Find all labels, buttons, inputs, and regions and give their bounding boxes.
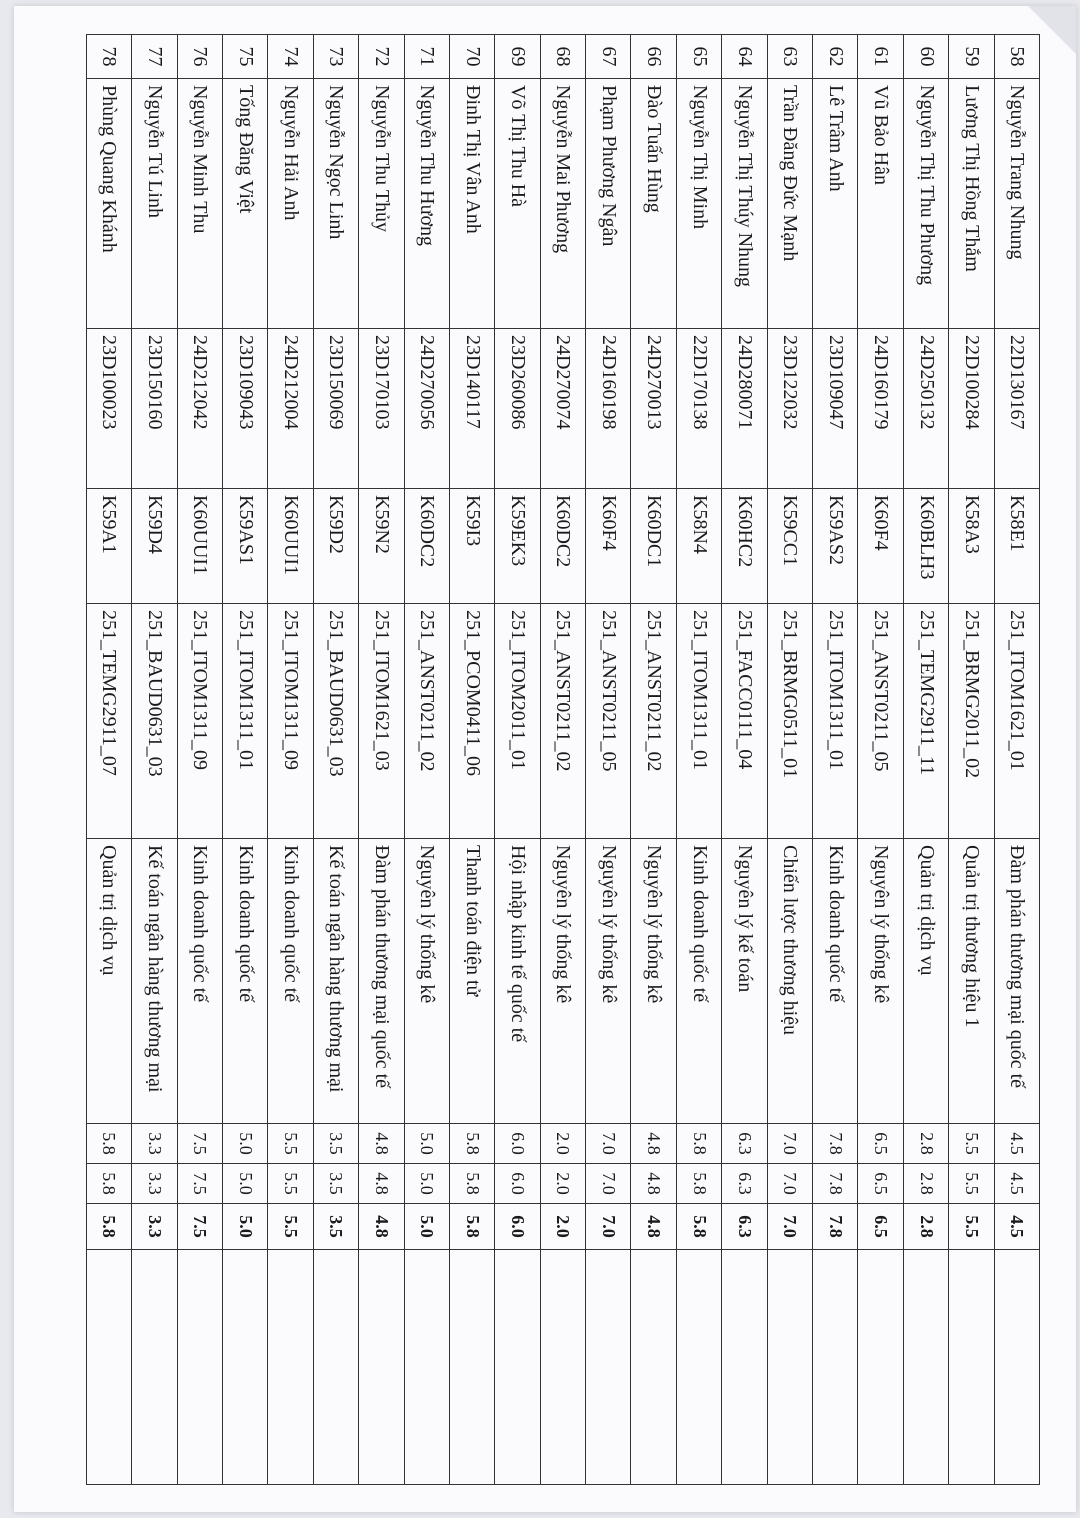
score-final: 7.0 — [767, 1204, 812, 1250]
row-number: 66 — [631, 35, 676, 79]
score-1: 5.0 — [222, 1124, 267, 1164]
table-row — [132, 35, 177, 1485]
row-number: 76 — [177, 35, 222, 79]
student-name: Đinh Thị Vân Anh — [449, 79, 494, 329]
course-code: 251_ITOM1311_01 — [222, 604, 267, 839]
class-code: K60UUI1 — [177, 489, 222, 604]
table-row — [631, 35, 676, 1485]
table-row — [767, 35, 812, 1485]
subject-name: Đàm phán thương mại quốc tế — [359, 839, 404, 1124]
student-name: Nguyễn Trang Nhung — [994, 79, 1039, 329]
subject-name: Nguyên lý thống kê — [631, 839, 676, 1124]
score-2: 6.0 — [495, 1164, 540, 1204]
student-id: 23D150160 — [132, 329, 177, 489]
score-1: 4.5 — [994, 1124, 1039, 1164]
student-name: Nguyễn Ngọc Linh — [313, 79, 358, 329]
student-name: Nguyễn Tú Linh — [132, 79, 177, 329]
subject-name: Nguyên lý thống kê — [404, 839, 449, 1124]
score-2: 7.0 — [586, 1164, 631, 1204]
note-cell — [268, 1250, 313, 1485]
student-name: Phạm Phương Ngân — [586, 79, 631, 329]
course-code: 251_BRMG2011_02 — [949, 604, 994, 839]
score-2: 7.0 — [767, 1164, 812, 1204]
note-cell — [177, 1250, 222, 1485]
student-name: Nguyễn Minh Thu — [177, 79, 222, 329]
score-1: 3.5 — [313, 1124, 358, 1164]
student-name: Phùng Quang Khánh — [86, 79, 131, 329]
score-2: 2.8 — [903, 1164, 948, 1204]
score-final: 2.0 — [540, 1204, 585, 1250]
student-id: 24D212004 — [268, 329, 313, 489]
class-code: K59D2 — [313, 489, 358, 604]
class-code: K58N4 — [676, 489, 721, 604]
note-cell — [132, 1250, 177, 1485]
score-1: 6.5 — [858, 1124, 903, 1164]
table-row — [177, 35, 222, 1485]
subject-name: Hội nhập kinh tế quốc tế — [495, 839, 540, 1124]
table-row — [86, 35, 131, 1485]
course-code: 251_FACC0111_04 — [722, 604, 767, 839]
student-name: Đào Tuấn Hùng — [631, 79, 676, 329]
subject-name: Quản trị dịch vụ — [86, 839, 131, 1124]
table-body — [86, 35, 1039, 1485]
class-code: K59I3 — [449, 489, 494, 604]
student-id: 24D160179 — [858, 329, 903, 489]
course-code: 251_ITOM1621_01 — [994, 604, 1039, 839]
score-2: 2.0 — [540, 1164, 585, 1204]
score-final: 4.5 — [994, 1204, 1039, 1250]
score-2: 5.5 — [949, 1164, 994, 1204]
student-name: Lê Trâm Anh — [813, 79, 858, 329]
student-id: 24D270013 — [631, 329, 676, 489]
row-number: 74 — [268, 35, 313, 79]
score-1: 7.5 — [177, 1124, 222, 1164]
score-final: 7.0 — [586, 1204, 631, 1250]
score-final: 6.3 — [722, 1204, 767, 1250]
score-final: 7.5 — [177, 1204, 222, 1250]
row-number: 59 — [949, 35, 994, 79]
course-code: 251_ITOM1311_01 — [813, 604, 858, 839]
student-name: Võ Thị Thu Hà — [495, 79, 540, 329]
class-code: K60F4 — [586, 489, 631, 604]
course-code: 251_ANST0211_02 — [631, 604, 676, 839]
score-final: 4.8 — [359, 1204, 404, 1250]
course-code: 251_TEMG2911_07 — [86, 604, 131, 839]
score-final: 6.5 — [858, 1204, 903, 1250]
score-final: 5.5 — [949, 1204, 994, 1250]
row-number: 71 — [404, 35, 449, 79]
course-code: 251_ANST0211_05 — [586, 604, 631, 839]
table-row — [903, 35, 948, 1485]
student-id: 23D140117 — [449, 329, 494, 489]
row-number: 64 — [722, 35, 767, 79]
note-cell — [767, 1250, 812, 1485]
row-number: 72 — [359, 35, 404, 79]
student-name: Tống Đăng Việt — [222, 79, 267, 329]
class-code: K59A1 — [86, 489, 131, 604]
student-id: 22D170138 — [676, 329, 721, 489]
score-1: 3.3 — [132, 1124, 177, 1164]
class-code: K60DC1 — [631, 489, 676, 604]
subject-name: Nguyên lý thống kê — [540, 839, 585, 1124]
score-2: 4.8 — [359, 1164, 404, 1204]
score-1: 5.0 — [404, 1124, 449, 1164]
score-2: 7.5 — [177, 1164, 222, 1204]
score-2: 5.8 — [86, 1164, 131, 1204]
row-number: 65 — [676, 35, 721, 79]
note-cell — [222, 1250, 267, 1485]
row-number: 61 — [858, 35, 903, 79]
course-code: 251_TEMG2911_11 — [903, 604, 948, 839]
course-code: 251_BRMG0511_01 — [767, 604, 812, 839]
score-1: 6.0 — [495, 1124, 540, 1164]
table-row — [994, 35, 1039, 1485]
row-number: 67 — [586, 35, 631, 79]
subject-name: Kế toán ngân hàng thương mại — [132, 839, 177, 1124]
score-2: 4.5 — [994, 1164, 1039, 1204]
score-final: 2.8 — [903, 1204, 948, 1250]
subject-name: Đàm phán thương mại quốc tế — [994, 839, 1039, 1124]
score-final: 6.0 — [495, 1204, 540, 1250]
table-row — [449, 35, 494, 1485]
student-id: 22D130167 — [994, 329, 1039, 489]
student-id: 23D150069 — [313, 329, 358, 489]
score-1: 5.8 — [86, 1124, 131, 1164]
table-row — [858, 35, 903, 1485]
note-cell — [449, 1250, 494, 1485]
note-cell — [586, 1250, 631, 1485]
score-final: 5.5 — [268, 1204, 313, 1250]
score-1: 5.5 — [949, 1124, 994, 1164]
class-code: K59AS1 — [222, 489, 267, 604]
score-2: 6.3 — [722, 1164, 767, 1204]
score-1: 2.8 — [903, 1124, 948, 1164]
student-id: 23D260086 — [495, 329, 540, 489]
note-cell — [359, 1250, 404, 1485]
score-final: 3.3 — [132, 1204, 177, 1250]
row-number: 75 — [222, 35, 267, 79]
course-code: 251_BAUD0631_03 — [132, 604, 177, 839]
course-code: 251_ITOM1621_03 — [359, 604, 404, 839]
class-code: K59CC1 — [767, 489, 812, 604]
note-cell — [676, 1250, 721, 1485]
note-cell — [858, 1250, 903, 1485]
table-row — [495, 35, 540, 1485]
table-row — [949, 35, 994, 1485]
student-id: 22D100284 — [949, 329, 994, 489]
subject-name: Quản trị dịch vụ — [903, 839, 948, 1124]
student-id: 23D109043 — [222, 329, 267, 489]
score-2: 7.8 — [813, 1164, 858, 1204]
note-cell — [404, 1250, 449, 1485]
note-cell — [722, 1250, 767, 1485]
row-number: 68 — [540, 35, 585, 79]
student-id: 23D100023 — [86, 329, 131, 489]
subject-name: Kinh doanh quốc tế — [676, 839, 721, 1124]
note-cell — [949, 1250, 994, 1485]
class-code: K60DC2 — [540, 489, 585, 604]
row-number: 78 — [86, 35, 131, 79]
score-1: 4.8 — [359, 1124, 404, 1164]
score-final: 3.5 — [313, 1204, 358, 1250]
student-id: 24D280071 — [722, 329, 767, 489]
score-1: 5.8 — [676, 1124, 721, 1164]
score-1: 2.0 — [540, 1124, 585, 1164]
course-code: 251_ANST0211_02 — [404, 604, 449, 839]
score-final: 4.8 — [631, 1204, 676, 1250]
subject-name: Thanh toán điện tử — [449, 839, 494, 1124]
score-1: 7.0 — [767, 1124, 812, 1164]
table-row — [676, 35, 721, 1485]
subject-name: Nguyên lý kế toán — [722, 839, 767, 1124]
class-code: K60BLH3 — [903, 489, 948, 604]
row-number: 69 — [495, 35, 540, 79]
course-code: 251_BAUD0631_03 — [313, 604, 358, 839]
note-cell — [313, 1250, 358, 1485]
course-code: 251_ANST0211_02 — [540, 604, 585, 839]
note-cell — [540, 1250, 585, 1485]
note-cell — [495, 1250, 540, 1485]
course-code: 251_ITOM1311_09 — [268, 604, 313, 839]
student-id: 23D122032 — [767, 329, 812, 489]
course-code: 251_ITOM1311_09 — [177, 604, 222, 839]
class-code: K59D4 — [132, 489, 177, 604]
note-cell — [631, 1250, 676, 1485]
table-row — [268, 35, 313, 1485]
rotated-table-wrapper — [40, 34, 1040, 1484]
class-code: K60F4 — [858, 489, 903, 604]
course-code: 251_ITOM2011_01 — [495, 604, 540, 839]
row-number: 60 — [903, 35, 948, 79]
student-name: Lương Thị Hồng Thắm — [949, 79, 994, 329]
class-code: K59AS2 — [813, 489, 858, 604]
subject-name: Kinh doanh quốc tế — [222, 839, 267, 1124]
student-id: 24D250132 — [903, 329, 948, 489]
score-2: 5.5 — [268, 1164, 313, 1204]
student-name: Nguyễn Thị Minh — [676, 79, 721, 329]
score-table — [86, 34, 1040, 1485]
row-number: 70 — [449, 35, 494, 79]
table-row — [586, 35, 631, 1485]
score-2: 5.0 — [222, 1164, 267, 1204]
row-number: 63 — [767, 35, 812, 79]
student-name: Trần Đăng Đức Mạnh — [767, 79, 812, 329]
score-final: 5.8 — [676, 1204, 721, 1250]
student-name: Nguyễn Thu Thủy — [359, 79, 404, 329]
course-code: 251_PCOM0411_06 — [449, 604, 494, 839]
subject-name: Nguyên lý thống kê — [586, 839, 631, 1124]
student-id: 23D170103 — [359, 329, 404, 489]
score-1: 7.8 — [813, 1124, 858, 1164]
score-final: 5.0 — [222, 1204, 267, 1250]
score-2: 6.5 — [858, 1164, 903, 1204]
student-name: Nguyễn Thị Thu Phương — [903, 79, 948, 329]
student-id: 23D109047 — [813, 329, 858, 489]
score-2: 3.3 — [132, 1164, 177, 1204]
score-2: 5.0 — [404, 1164, 449, 1204]
subject-name: Kinh doanh quốc tế — [813, 839, 858, 1124]
class-code: K60HC2 — [722, 489, 767, 604]
row-number: 62 — [813, 35, 858, 79]
score-2: 5.8 — [676, 1164, 721, 1204]
row-number: 73 — [313, 35, 358, 79]
score-1: 4.8 — [631, 1124, 676, 1164]
score-1: 7.0 — [586, 1124, 631, 1164]
score-final: 5.0 — [404, 1204, 449, 1250]
student-name: Vũ Bảo Hân — [858, 79, 903, 329]
score-final: 5.8 — [449, 1204, 494, 1250]
class-code: K58A3 — [949, 489, 994, 604]
student-id: 24D270056 — [404, 329, 449, 489]
note-cell — [903, 1250, 948, 1485]
table-row — [813, 35, 858, 1485]
class-code: K59N2 — [359, 489, 404, 604]
note-cell — [994, 1250, 1039, 1485]
student-name: Nguyễn Thu Hương — [404, 79, 449, 329]
student-id: 24D212042 — [177, 329, 222, 489]
subject-name: Quản trị thương hiệu 1 — [949, 839, 994, 1124]
course-code: 251_ANST0211_05 — [858, 604, 903, 839]
note-cell — [813, 1250, 858, 1485]
table-row — [404, 35, 449, 1485]
score-2: 4.8 — [631, 1164, 676, 1204]
subject-name: Kinh doanh quốc tế — [177, 839, 222, 1124]
row-number: 77 — [132, 35, 177, 79]
note-cell — [86, 1250, 131, 1485]
class-code: K59EK3 — [495, 489, 540, 604]
class-code: K60UUI1 — [268, 489, 313, 604]
subject-name: Kinh doanh quốc tế — [268, 839, 313, 1124]
score-2: 5.8 — [449, 1164, 494, 1204]
student-id: 24D270074 — [540, 329, 585, 489]
student-name: Nguyễn Hải Anh — [268, 79, 313, 329]
class-code: K60DC2 — [404, 489, 449, 604]
class-code: K58E1 — [994, 489, 1039, 604]
subject-name: Nguyên lý thống kê — [858, 839, 903, 1124]
table-row — [540, 35, 585, 1485]
score-final: 5.8 — [86, 1204, 131, 1250]
table-row — [359, 35, 404, 1485]
student-name: Nguyễn Mai Phương — [540, 79, 585, 329]
table-row — [722, 35, 767, 1485]
table-row — [313, 35, 358, 1485]
subject-name: Kế toán ngân hàng thương mại — [313, 839, 358, 1124]
score-1: 5.5 — [268, 1124, 313, 1164]
row-number: 58 — [994, 35, 1039, 79]
subject-name: Chiến lược thương hiệu — [767, 839, 812, 1124]
table-row — [222, 35, 267, 1485]
score-1: 5.8 — [449, 1124, 494, 1164]
student-id: 24D160198 — [586, 329, 631, 489]
score-1: 6.3 — [722, 1124, 767, 1164]
course-code: 251_ITOM1311_01 — [676, 604, 721, 839]
student-name: Nguyễn Thị Thúy Nhung — [722, 79, 767, 329]
score-final: 7.8 — [813, 1204, 858, 1250]
score-2: 3.5 — [313, 1164, 358, 1204]
